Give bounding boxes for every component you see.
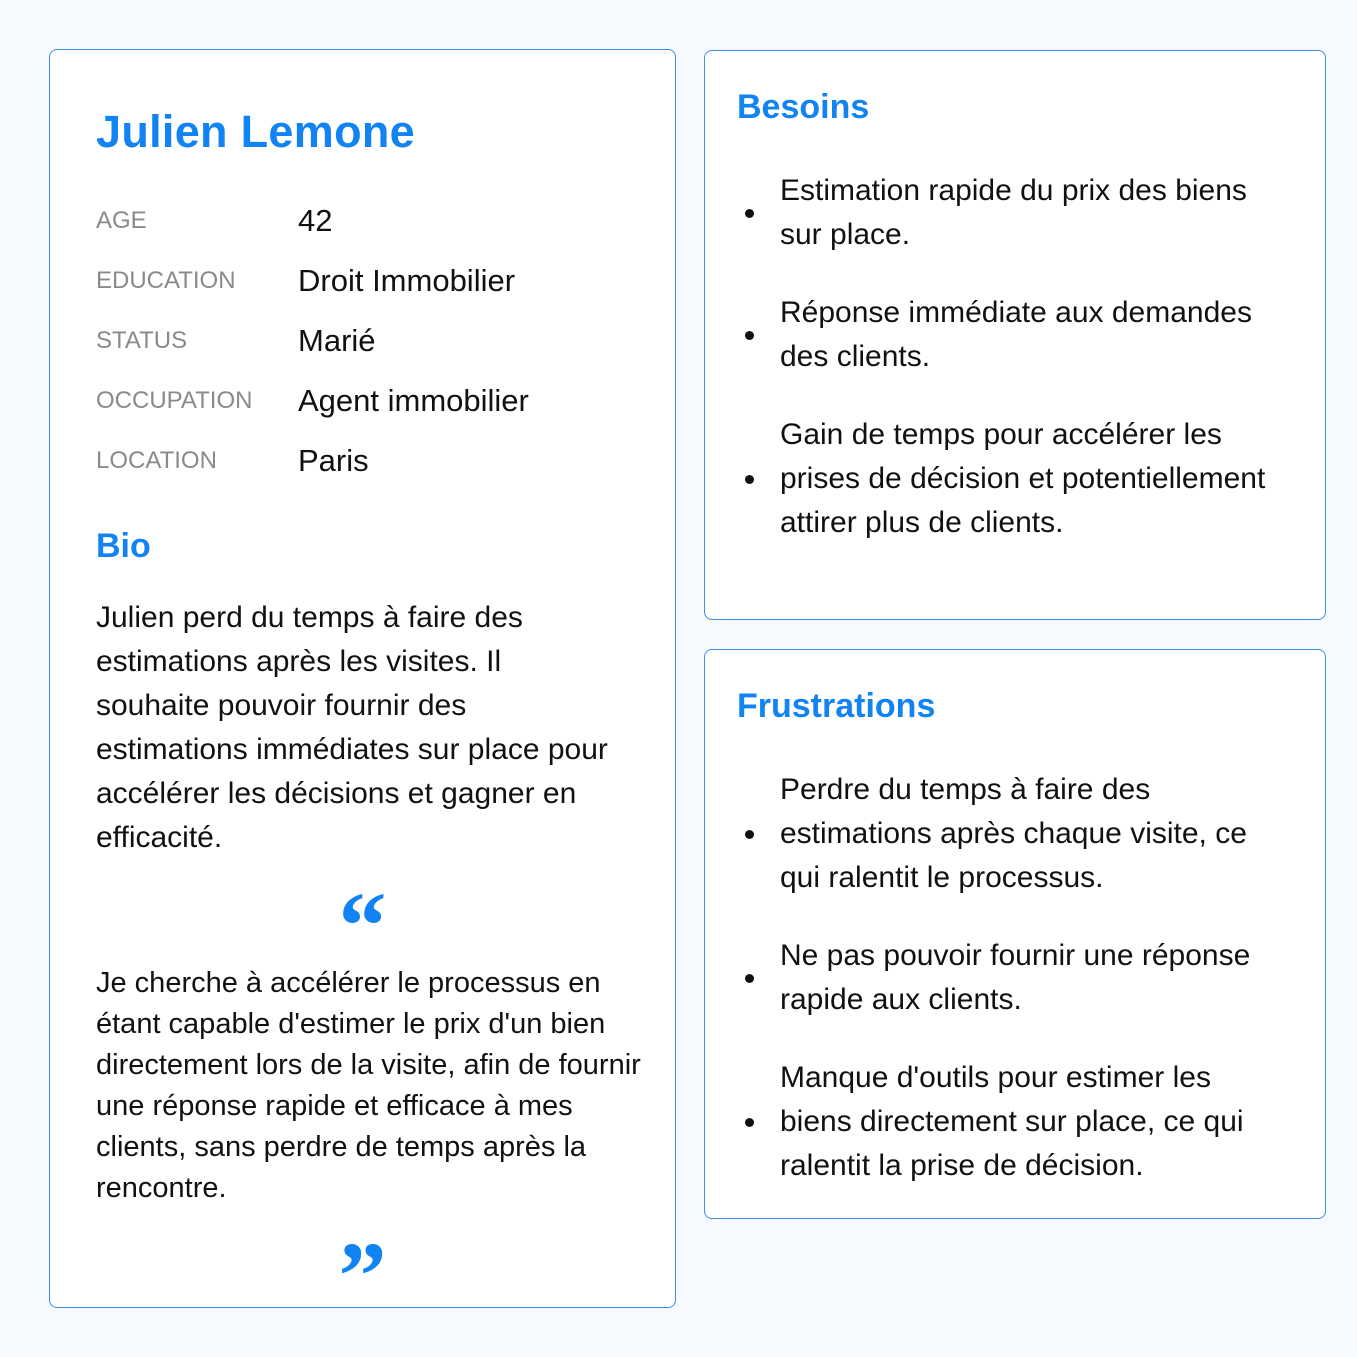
fact-value: Agent immobilier	[298, 383, 529, 418]
fact-row-status	[96, 323, 529, 383]
bio-text: Julien perd du temps à faire des estimations après les visites. Il souhaite pouvoir fournir des estimations immédiates sur place pour accélérer les décisions et gagner en efficacité.	[96, 601, 608, 854]
bullet-icon	[745, 475, 754, 484]
bullet-icon	[745, 331, 754, 340]
list-item	[705, 934, 1325, 1022]
fact-label: OCCUPATION	[96, 387, 253, 414]
list-item-text: Réponse immédiate aux demandes des clients.	[780, 296, 1252, 373]
needs-title: Besoins	[737, 88, 870, 126]
list-item-text: Manque d'outils pour estimer les biens directement sur place, ce qui ralentit la prise de décision.	[780, 1061, 1244, 1182]
list-item	[705, 169, 1325, 257]
needs-card	[704, 50, 1326, 620]
frustrations-list	[705, 768, 1325, 1222]
fact-label: AGE	[96, 207, 147, 234]
persona-name: Julien Lemone	[96, 106, 415, 157]
list-item-text: Estimation rapide du prix des biens sur place.	[780, 174, 1247, 251]
frustrations-card	[704, 649, 1326, 1219]
profile-card	[49, 49, 676, 1329]
close-quote-icon: ”	[338, 1222, 387, 1329]
fact-row-location	[96, 443, 529, 503]
bullet-icon	[745, 209, 754, 218]
list-item-text: Gain de temps pour accélérer les prises de décision et potentiellement attirer plus de clients.	[780, 418, 1266, 539]
list-item-text: Ne pas pouvoir fournir une réponse rapide aux clients.	[780, 939, 1251, 1016]
fact-value: Marié	[298, 323, 376, 358]
list-item	[705, 1056, 1325, 1188]
list-item	[705, 413, 1325, 545]
fact-row-age	[96, 203, 529, 263]
list-item	[705, 291, 1325, 379]
bio-title: Bio	[96, 527, 151, 565]
needs-list	[705, 169, 1325, 579]
bullet-icon	[745, 974, 754, 983]
list-item	[705, 768, 1325, 900]
bullet-icon	[745, 1118, 754, 1127]
fact-label: EDUCATION	[96, 267, 236, 294]
fact-value: Paris	[298, 443, 369, 478]
open-quote-icon: “	[338, 872, 387, 979]
fact-label: STATUS	[96, 327, 188, 354]
list-item-text: Perdre du temps à faire des estimations après chaque visite, ce qui ralentit le processus.	[780, 773, 1247, 894]
fact-value: 42	[298, 203, 333, 238]
persona-facts	[96, 203, 529, 503]
frustrations-title: Frustrations	[737, 687, 936, 725]
fact-label: LOCATION	[96, 447, 217, 474]
fact-row-occupation	[96, 383, 529, 443]
fact-value: Droit Immobilier	[298, 263, 516, 298]
bullet-icon	[745, 830, 754, 839]
fact-row-education	[96, 263, 529, 323]
quote-text: Je cherche à accélérer le processus en étant capable d'estimer le prix d'un bien directement lors de la visite, afin de fournir une réponse rapide et efficace à mes clients, sans perdre de temps après la rencontre.	[96, 967, 641, 1204]
